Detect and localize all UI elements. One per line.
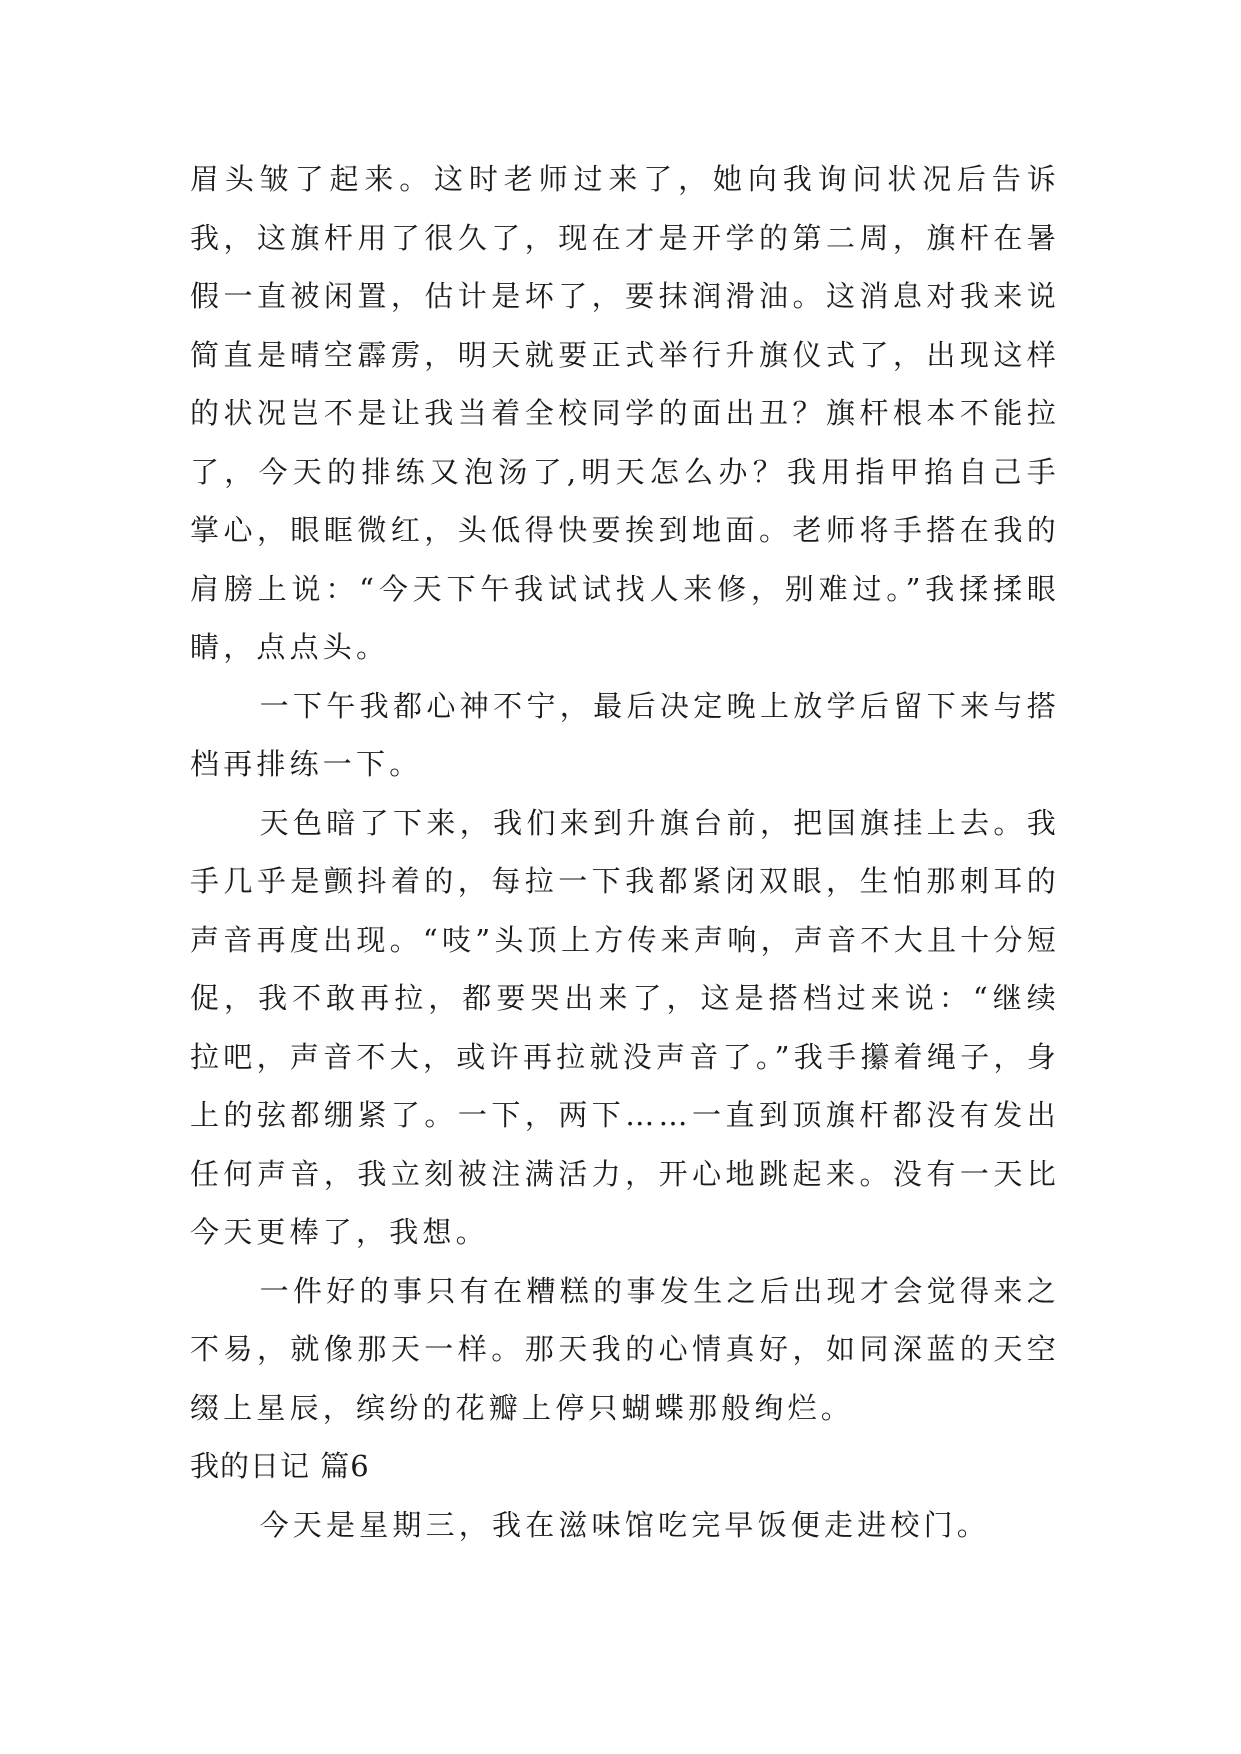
paragraph-continued: 眉头皱了起来。这时老师过来了，她向我询问状况后告诉我，这旗杆用了很久了，现在才是开学的第二周，旗杆在暑假一直被闲置，估计是坏了，要抹润滑油。这消息对我来说简直是晴空霹雳，明天就要正式举行升旗仪式了，出现这样的状况岂不是让我当着全校同学的面出丑？旗杆根本不能拉了，今天的排练又泡汤了,明天怎么办？我用指甲掐自己手掌心，眼眶微红，头低得快要挨到地面。老师将手搭在我的肩膀上说：“今天下午我试试找人来修，别难过。”我揉揉眼睛，点点头。 bbox=[190, 162, 1060, 664]
document-body bbox=[190, 150, 1060, 1554]
section-heading: 我的日记 篇6 bbox=[190, 1449, 370, 1483]
paragraph: 一件好的事只有在糟糕的事发生之后出现才会觉得来之不易，就像那天一样。那天我的心情真好，如同深蓝的天空缀上星辰，缤纷的花瓣上停只蝴蝶那般绚烂。 bbox=[190, 1273, 1060, 1425]
paragraph: 天色暗了下来，我们来到升旗台前，把国旗挂上去。我手几乎是颤抖着的，每拉一下我都紧闭双眼，生怕那刺耳的声音再度出现。“吱”头顶上方传来声响，声音不大且十分短促，我不敢再拉，都要哭出来了，这是搭档过来说：“继续拉吧，声音不大，或许再拉就没声音了。”我手攥着绳子，身上的弦都绷紧了。一下，两下……一直到顶旗杆都没有发出任何声音，我立刻被注满活力，开心地跳起来。没有一天比今天更棒了，我想。 bbox=[190, 805, 1060, 1249]
paragraph: 一下午我都心神不宁，最后决定晚上放学后留下来与搭档再排练一下。 bbox=[190, 688, 1060, 781]
paragraph: 今天是星期三，我在滋味馆吃完早饭便走进校门。 bbox=[259, 1507, 990, 1542]
